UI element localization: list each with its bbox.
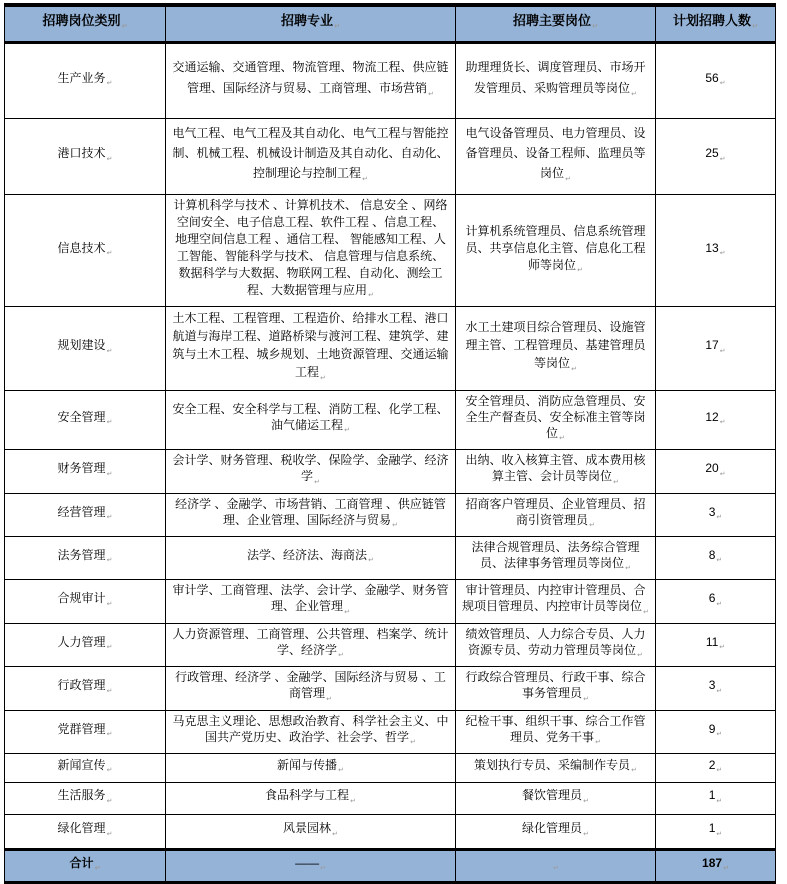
category-text: 港口技术 ↵ — [58, 146, 113, 160]
table-row — [5, 195, 776, 307]
majors-cell — [166, 43, 456, 119]
positions-cell — [456, 307, 656, 390]
count-text: 56 ↵ — [705, 71, 725, 85]
header-category — [5, 5, 166, 43]
positions-cell — [456, 536, 656, 579]
category-text: 合规审计 ↵ — [58, 591, 113, 605]
category-cell — [5, 580, 166, 623]
positions-text: 招商客户管理员、企业管理员、招商引资管理员 ↵ — [465, 497, 645, 527]
positions-cell — [456, 710, 656, 753]
majors-cell — [166, 307, 456, 390]
count-cell — [656, 623, 776, 666]
majors-text: 电气工程、电气工程及其自动化、电气工程与智能控制、机械工程、机械设计制造及其自动化、自动化、控制理论与控制工程 ↵ — [172, 126, 448, 180]
total-majors: —— ↵ — [295, 856, 326, 870]
positions-cell — [456, 753, 656, 782]
total-count: 187 ↵ — [702, 856, 729, 870]
category-cell — [5, 195, 166, 307]
positions-text: 纪检干事、组织干事、综合工作管理员、党务干事 ↵ — [465, 714, 645, 744]
table-row — [5, 493, 776, 536]
total-label-cell — [5, 849, 166, 882]
majors-text: 计算机科学与技术 、计算机技术、 信息安全 、网络空间安全、电子信息工程、软件工程 、信息工程、地理空间信息工程 、通信工程、 智能感知工程、人工智能、智能科学与技术、 信息管理与信息系统、数据科学与大数据、物联网工程、自动化、测绘工程、大数据管理与应用 ↵ — [173, 198, 447, 297]
majors-text: 交通运输、交通管理、物流管理、物流工程、供应链管理、国际经济与贸易、工商管理、市场营销 ↵ — [172, 60, 448, 95]
count-cell — [656, 753, 776, 782]
majors-text: 安全工程、安全科学与工程、消防工程、化学工程、油气储运工程 ↵ — [172, 402, 448, 432]
category-text: 规划建设 ↵ — [58, 338, 113, 352]
category-cell — [5, 43, 166, 119]
category-cell — [5, 782, 166, 814]
table-row — [5, 390, 776, 449]
count-text: 8 ↵ — [709, 548, 723, 562]
count-cell — [656, 814, 776, 849]
positions-text: 出纳、收入核算主管、成本费用核算主管、会计员等岗位 ↵ — [465, 453, 645, 483]
category-cell — [5, 493, 166, 536]
category-cell — [5, 710, 166, 753]
count-text: 25 ↵ — [705, 146, 725, 160]
majors-text: 经济学 、金融学、市场营销、工商管理 、供应链管理、企业管理、国际经济与贸易 ↵ — [175, 497, 446, 527]
majors-cell — [166, 814, 456, 849]
total-majors-cell — [166, 849, 456, 882]
table-row — [5, 450, 776, 493]
count-cell — [656, 782, 776, 814]
table-row — [5, 43, 776, 119]
majors-cell — [166, 195, 456, 307]
majors-text: 人力资源管理、工商管理、公共管理、档案学、统计学、经济学 ↵ — [172, 627, 448, 657]
count-cell — [656, 580, 776, 623]
majors-text: 土木工程、工程管理、工程造价、给排水工程、港口航道与海岸工程、道路桥梁与渡河工程、建筑学、建筑与土木工程、城乡规划、土地资源管理、交通运输工程 ↵ — [172, 311, 448, 379]
count-text: 3 ↵ — [709, 678, 723, 692]
header-category-label: 招聘岗位类别 ↵ — [43, 13, 128, 28]
total-row — [5, 849, 776, 882]
table-row — [5, 307, 776, 390]
majors-text: 马克思主义理论、思想政治教育、科学社会主义、中国共产党历史、政治学、社会学、哲学 ↵ — [172, 714, 448, 744]
positions-text: 水工土建项目综合管理员、设施管理主管、工程管理员、基建管理员等岗位 ↵ — [465, 320, 645, 370]
category-cell — [5, 814, 166, 849]
count-text: 13 ↵ — [705, 241, 725, 255]
positions-text: 助理理货长、调度管理员、市场开发管理员、采购管理员等岗位 ↵ — [465, 60, 645, 95]
count-text: 2 ↵ — [709, 758, 723, 772]
category-cell — [5, 667, 166, 710]
majors-text: 法学、经济法、海商法 ↵ — [247, 548, 374, 562]
positions-text: 审计管理员、内控审计管理员、合规项目管理员、内控审计员等岗位 ↵ — [462, 583, 649, 613]
category-cell — [5, 307, 166, 390]
category-text: 信息技术 ↵ — [58, 241, 113, 255]
total-positions-cell — [456, 849, 656, 882]
positions-text: 电气设备管理员、电力管理员、设备管理员、设备工程师、监理员等岗位 ↵ — [465, 126, 645, 180]
table-row — [5, 536, 776, 579]
count-cell — [656, 493, 776, 536]
document-page — [0, 3, 787, 870]
count-text: 1 ↵ — [709, 821, 723, 835]
table-row — [5, 753, 776, 782]
category-text: 行政管理 ↵ — [58, 678, 113, 692]
majors-cell — [166, 782, 456, 814]
count-text: 20 ↵ — [705, 461, 725, 475]
positions-cell — [456, 390, 656, 449]
table-row — [5, 119, 776, 195]
category-text: 生活服务 ↵ — [58, 788, 113, 802]
majors-cell — [166, 667, 456, 710]
majors-text: 新闻与传播 ↵ — [277, 758, 344, 772]
category-text: 新闻宣传 ↵ — [58, 758, 113, 772]
count-cell — [656, 119, 776, 195]
table-row — [5, 710, 776, 753]
header-positions-label: 招聘主要岗位 ↵ — [513, 13, 598, 28]
category-text: 生产业务 ↵ — [58, 71, 113, 85]
count-cell — [656, 195, 776, 307]
total-count-cell — [656, 849, 776, 882]
category-text: 绿化管理 ↵ — [58, 821, 113, 835]
table-body — [5, 43, 776, 850]
positions-cell — [456, 580, 656, 623]
positions-cell — [456, 782, 656, 814]
category-cell — [5, 753, 166, 782]
category-cell — [5, 119, 166, 195]
majors-cell — [166, 390, 456, 449]
table-header-row — [5, 5, 776, 43]
count-cell — [656, 536, 776, 579]
majors-cell — [166, 450, 456, 493]
positions-cell — [456, 450, 656, 493]
category-text: 财务管理 ↵ — [58, 461, 113, 475]
table-row — [5, 782, 776, 814]
table-total-row — [5, 849, 776, 882]
count-cell — [656, 667, 776, 710]
header-count — [656, 5, 776, 43]
total-positions — [552, 856, 559, 870]
count-cell — [656, 450, 776, 493]
positions-text: 安全管理员、消防应急管理员、安全生产督查员、安全标准主管等岗位 ↵ — [465, 394, 645, 440]
positions-text: 绩效管理员、人力综合专员、人力资源专员、劳动力管理员等岗位 ↵ — [465, 627, 645, 657]
category-text: 法务管理 ↵ — [58, 548, 113, 562]
category-text: 人力管理 ↵ — [58, 635, 113, 649]
header-count-label: 计划招聘人数 ↵ — [673, 13, 758, 28]
category-cell — [5, 450, 166, 493]
category-text: 党群管理 ↵ — [58, 722, 113, 736]
count-text: 9 ↵ — [709, 722, 723, 736]
category-cell — [5, 536, 166, 579]
majors-cell — [166, 710, 456, 753]
recruitment-table — [4, 3, 776, 884]
header-positions — [456, 5, 656, 43]
positions-cell — [456, 667, 656, 710]
positions-cell — [456, 119, 656, 195]
count-text: 3 ↵ — [709, 505, 723, 519]
count-text: 17 ↵ — [705, 338, 725, 352]
total-label: 合计 ↵ — [70, 856, 101, 870]
positions-text: 行政综合管理员、行政干事、综合事务管理员 ↵ — [465, 670, 645, 700]
positions-cell — [456, 195, 656, 307]
positions-cell — [456, 493, 656, 536]
positions-text: 策划执行专员、采编制作专员 ↵ — [474, 758, 637, 772]
table-row — [5, 623, 776, 666]
count-text: 1 ↵ — [709, 788, 723, 802]
count-text: 11 ↵ — [706, 635, 725, 649]
header-majors — [166, 5, 456, 43]
majors-cell — [166, 623, 456, 666]
majors-cell — [166, 753, 456, 782]
category-cell — [5, 390, 166, 449]
count-cell — [656, 710, 776, 753]
positions-cell — [456, 814, 656, 849]
count-cell — [656, 307, 776, 390]
table-row — [5, 814, 776, 849]
majors-cell — [166, 580, 456, 623]
majors-text: 风景园林 ↵ — [283, 821, 338, 835]
category-cell — [5, 623, 166, 666]
positions-text: 法律合规管理员、法务综合管理员、法律事务管理员等岗位 ↵ — [471, 540, 639, 570]
majors-cell — [166, 536, 456, 579]
majors-text: 审计学、工商管理、法学、会计学、金融学、财务管理、企业管理 ↵ — [172, 583, 448, 613]
positions-text: 餐饮管理员 ↵ — [522, 788, 589, 802]
positions-text: 计算机系统管理员、信息系统管理员、共享信息化主管、信息化工程师等岗位 ↵ — [465, 224, 645, 272]
majors-text: 行政管理、经济学 、金融学、国际经济与贸易 、工商管理 ↵ — [175, 670, 446, 700]
table-row — [5, 580, 776, 623]
positions-text: 绿化管理员 ↵ — [522, 821, 589, 835]
majors-text: 会计学、财务管理、税收学、保险学、金融学、经济学 ↵ — [172, 453, 448, 483]
count-cell — [656, 43, 776, 119]
table-row — [5, 667, 776, 710]
majors-text: 食品科学与工程 ↵ — [265, 788, 356, 802]
count-cell — [656, 390, 776, 449]
positions-cell — [456, 623, 656, 666]
count-text: 12 ↵ — [705, 410, 725, 424]
header-majors-label: 招聘专业 ↵ — [281, 13, 340, 28]
majors-cell — [166, 119, 456, 195]
category-text: 安全管理 ↵ — [58, 410, 113, 424]
count-text: 6 ↵ — [709, 591, 723, 605]
positions-cell — [456, 43, 656, 119]
category-text: 经营管理 ↵ — [58, 505, 113, 519]
majors-cell — [166, 493, 456, 536]
